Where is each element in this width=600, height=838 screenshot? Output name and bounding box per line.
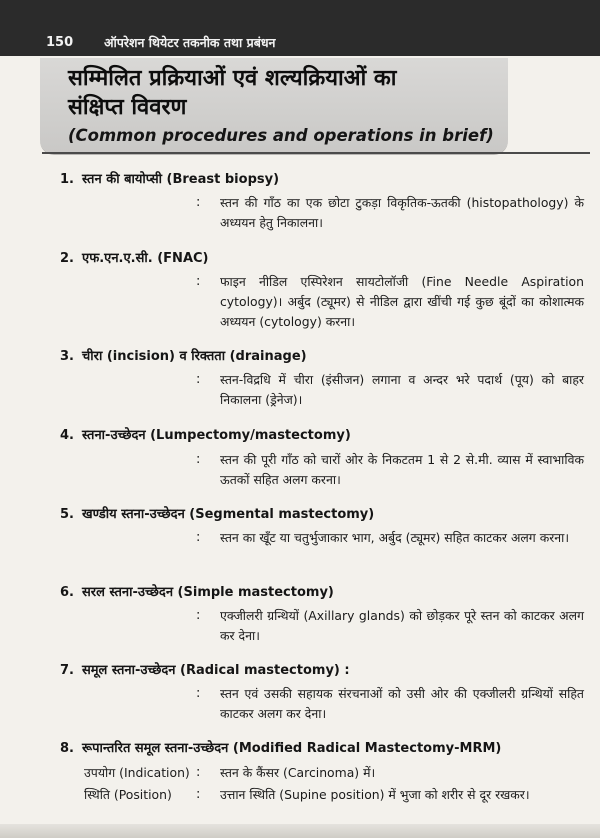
item-heading: स्तना-उच्छेदन (Lumpectomy/mastectomy) [82,428,351,443]
chapter-title-line1: सम्मिलित प्रक्रियाओं एवं शल्यक्रियाओं का [68,66,397,91]
item-colon: : [196,765,201,780]
item-number: 5. [60,507,74,522]
item-colon: : [196,787,201,802]
item-heading: खण्डीय स्तना-उच्छेदन (Segmental mastectomy) [82,507,375,522]
item-heading: सरल स्तना-उच्छेदन (Simple mastectomy) [82,585,334,600]
item-title [60,250,209,267]
item-heading: चीरा (incision) व रिक्तता (drainage) [82,349,307,364]
item-number: 8. [60,741,74,756]
item-number: 1. [60,172,74,187]
item-heading: समूल स्तना-उच्छेदन (Radical mastectomy) : [82,663,350,678]
item-title [60,506,374,523]
item-colon: : [196,195,201,210]
item-number: 4. [60,428,74,443]
title-box [40,58,508,154]
item-colon: : [196,530,201,545]
item-title [60,740,501,757]
chapter-title-line2: संक्षिप्त विवरण [68,95,187,120]
position-label: स्थिति (Position) [84,787,172,802]
item-description: एक्जीलरी ग्रन्थियों (Axillary glands) को छोड़कर पूरे स्तन को काटकर अलग कर देना। [220,608,584,643]
item-title [60,427,351,444]
indication-label: उपयोग (Indication) [84,765,190,780]
item-colon: : [196,274,201,289]
item-heading: रूपान्तरित समूल स्तना-उच्छेदन (Modified Radical Mastectomy-MRM) [82,741,502,756]
item-title [60,348,307,365]
item-description: स्तन का खूँट या चतुर्भुजाकार भाग, अर्बुद (ट्यूमर) सहित काटकर अलग करना। [220,530,570,545]
item-heading: स्तन की बायोप्सी (Breast biopsy) [82,172,280,187]
item-title [60,662,350,679]
item-number: 6. [60,585,74,600]
item-description: स्तन एवं उसकी सहायक संरचनाओं को उसी ओर की एक्जीलरी ग्रन्थियों सहित काटकर अलग कर देना। [220,686,584,721]
indication-text: स्तन के कैंसर (Carcinoma) में। [220,765,376,780]
item-number: 3. [60,349,74,364]
position-text: उत्तान स्थिति (Supine position) में भुजा को शरीर से दूर रखकर। [220,787,530,802]
item-description: स्तन-विद्रधि में चीरा (इंसीजन) लगाना व अन्दर भरे पदार्थ (पूय) को बाहर निकालना (ड्रेनेज)। [220,372,584,407]
item-number: 2. [60,251,74,266]
item-colon: : [196,452,201,467]
title-rule [42,152,590,154]
item-title [60,584,334,601]
item-number: 7. [60,663,74,678]
item-colon: : [196,608,201,623]
chapter-title-english: (Common procedures and operations in brief) [68,126,494,145]
item-heading: एफ.एन.ए.सी. (FNAC) [82,251,209,266]
page-bottom-edge [0,824,600,838]
item-description: स्तन की गाँठ का एक छोटा टुकड़ा विकृतिक-ऊतकी (histopathology) के अध्ययन हेतु निकालना। [220,195,584,230]
item-title [60,171,279,188]
item-colon: : [196,686,201,701]
page-number: 150 [46,35,74,50]
item-description: स्तन की पूरी गाँठ को चारों ओर के निकटतम 1 से 2 से.मी. व्यास में स्वाभाविक ऊतकों सहित अलग करना। [220,452,584,487]
item-colon: : [196,372,201,387]
header-bar [0,0,600,56]
running-head: ऑपरेशन थियेटर तकनीक तथा प्रबंधन [104,35,276,50]
item-description: फाइन नीडिल एस्पिरेशन सायटोलॉजी (Fine Needle Aspiration cytology)। अर्बुद (ट्यूमर) से नीडिल द्वारा खींची गई कुछ बूंदों का कोशात्मक अध्ययन (cytology) करना। [220,274,584,329]
